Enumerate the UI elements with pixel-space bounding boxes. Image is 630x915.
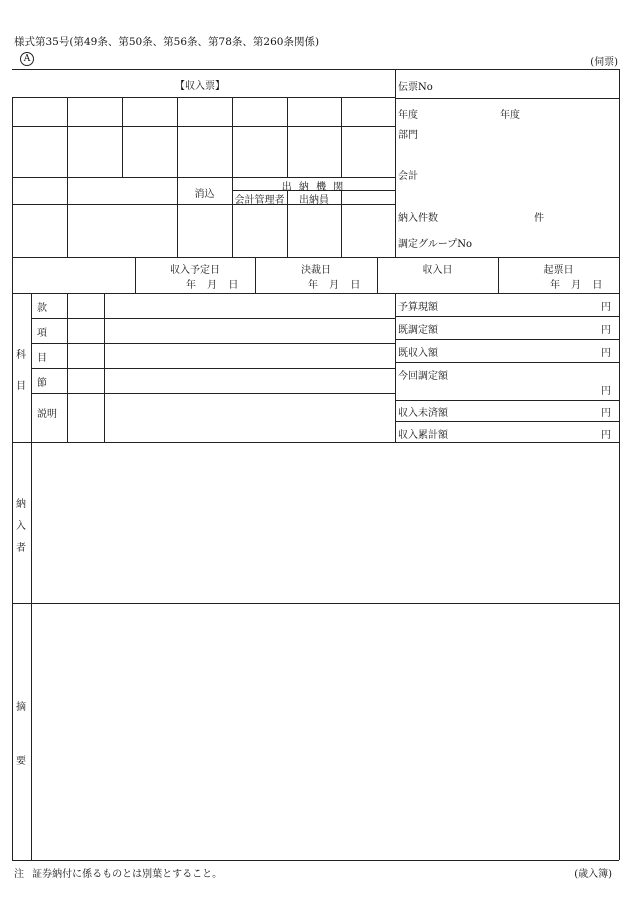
adjust-group-no-label: 調定グループNo xyxy=(398,239,472,250)
subject-row-setsu: 節 xyxy=(37,378,47,389)
subject-row-moku: 目 xyxy=(37,353,47,364)
approval-date-ymd: 年 月 日 xyxy=(308,280,361,291)
header-right-note: (伺票) xyxy=(590,57,618,68)
cashier-org-header: 出 納 機 関 xyxy=(281,182,346,193)
yen-unit: 円 xyxy=(601,386,611,397)
footer-right-note: (歳入簿) xyxy=(574,869,612,880)
budget-current-label: 予算現額 xyxy=(398,302,438,313)
expected-date-label: 収入予定日 xyxy=(170,265,220,276)
total-received-label: 収入累計額 xyxy=(398,430,448,441)
subject-section-char-2: 目 xyxy=(16,381,26,392)
voucher-no-label: 伝票No xyxy=(398,82,433,93)
yen-unit: 円 xyxy=(601,430,611,441)
uncollected-label: 収入未済額 xyxy=(398,408,448,419)
already-adjusted-label: 既調定額 xyxy=(398,325,438,336)
subject-row-kan: 款 xyxy=(37,303,47,314)
circle-a-mark: A xyxy=(20,52,34,66)
document-title: 【収入票】 xyxy=(175,81,225,92)
payment-count-unit: 件 xyxy=(534,213,544,224)
subject-section-char-1: 科 xyxy=(16,350,26,361)
yen-unit: 円 xyxy=(601,325,611,336)
summary-char: 摘 xyxy=(16,702,26,713)
cashier-label: 出納員 xyxy=(299,195,329,206)
summary-char: 要 xyxy=(16,756,26,767)
issue-date-ymd: 年 月 日 xyxy=(550,280,603,291)
accounting-manager-label: 会計管理者 xyxy=(234,195,285,206)
accounting-label: 会計 xyxy=(398,171,418,182)
this-adjustment-label: 今回調定額 xyxy=(398,371,448,382)
receipt-date-label: 収入日 xyxy=(422,265,453,276)
subject-row-description: 説明 xyxy=(37,409,57,420)
yen-unit: 円 xyxy=(601,348,611,359)
fiscal-year-right: 年度 xyxy=(500,110,520,121)
payer-char: 者 xyxy=(16,543,26,554)
fiscal-year-left: 年度 xyxy=(398,110,418,121)
subject-row-kou: 項 xyxy=(37,328,47,339)
yen-unit: 円 xyxy=(601,302,611,313)
footer-note: 注 証券納付に係るものとは別葉とすること。 xyxy=(14,869,223,880)
department-label: 部門 xyxy=(398,130,418,141)
yen-unit: 円 xyxy=(601,408,611,419)
issue-date-label: 起票日 xyxy=(543,265,574,276)
form-number-title: 様式第35号(第49条、第50条、第56条、第78条、第260条関係) xyxy=(14,36,320,48)
already-received-label: 既収入額 xyxy=(398,348,438,359)
approval-date-label: 決裁日 xyxy=(301,265,331,276)
payer-char: 納 xyxy=(16,499,26,510)
erasure-label: 消込 xyxy=(194,189,215,200)
expected-date-ymd: 年 月 日 xyxy=(186,280,239,291)
payment-count-label: 納入件数 xyxy=(398,213,438,224)
payer-char: 入 xyxy=(16,521,26,532)
